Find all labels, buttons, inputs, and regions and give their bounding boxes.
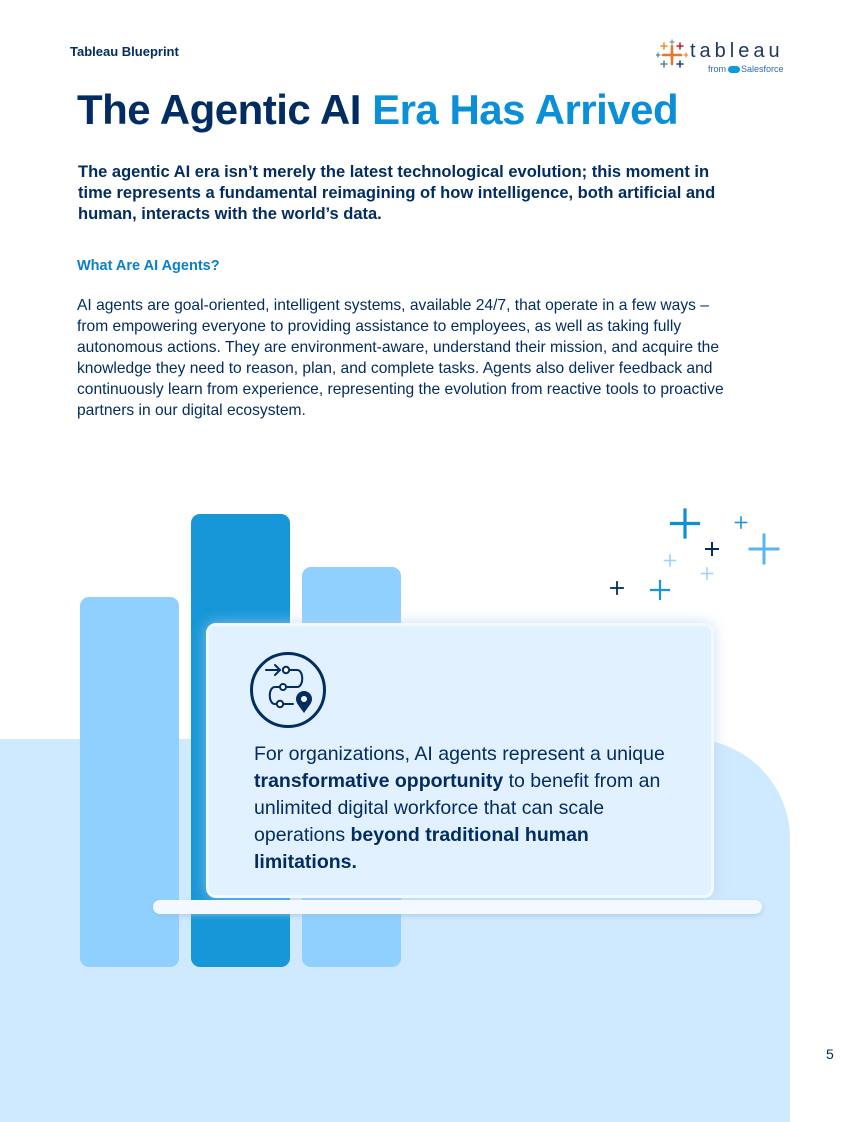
callout-bold-2: beyond traditional human limitations.	[254, 824, 589, 873]
section-heading: What Are AI Agents?	[77, 258, 220, 274]
sparkle-plus-icon	[665, 555, 676, 566]
logo-subline	[708, 64, 784, 74]
sparkle-plus-icon	[651, 581, 669, 599]
route-path-pin-icon	[249, 651, 327, 729]
tableau-logo	[656, 39, 792, 79]
document-label: Tableau Blueprint	[70, 44, 179, 59]
page-number: 5	[826, 1046, 834, 1062]
callout-text	[254, 741, 694, 876]
sparkle-plus-icon	[750, 535, 778, 563]
section-body: AI agents are goal-oriented, intelligent systems, available 24/7, that operate in a few ways – from empowering everyone to providing assistance to employees, as well as taking fully autonomous actions. They are environment-aware, understand their mission, and acquire the knowledge they need to reason, plan, and complete tasks. Agents also deliver feedback and continuously learn from experience, representing the evolution from reactive tools to proactive partners in our digital ecosystem.	[77, 297, 724, 419]
callout-text-1: For organizations, AI agents represent a unique	[254, 743, 665, 765]
sparkle-plus-icons	[600, 505, 790, 605]
salesforce-cloud-icon	[728, 66, 740, 73]
callout-bold-1: transformative opportunity	[254, 770, 504, 792]
sparkle-plus-icon	[736, 517, 747, 528]
callout-text-2: to benefit from an unlimited digital workforce that can scale operations	[254, 770, 661, 846]
page-title	[77, 86, 678, 134]
page-title-part2: Era Has Arrived	[372, 86, 679, 133]
sparkle-plus-icon	[702, 568, 713, 579]
sparkle-plus-icon	[706, 543, 718, 555]
sparkle-plus-icon	[611, 582, 623, 594]
page-title-part1: The Agentic AI	[77, 86, 373, 133]
intro-paragraph: The agentic AI era isn’t merely the latest technological evolution; this moment in time represents a fundamental reimagining of how intelligence, both artificial and human, interacts with the world’s data.	[78, 163, 716, 223]
logo-sub-brand: Salesforce	[741, 64, 784, 74]
tableau-cross-logo-icon	[656, 39, 688, 71]
sparkle-plus-icon	[672, 510, 699, 537]
logo-sub-prefix: from	[708, 64, 726, 74]
logo-wordmark: tableau	[690, 40, 784, 62]
laptop-base-shelf	[153, 900, 762, 914]
